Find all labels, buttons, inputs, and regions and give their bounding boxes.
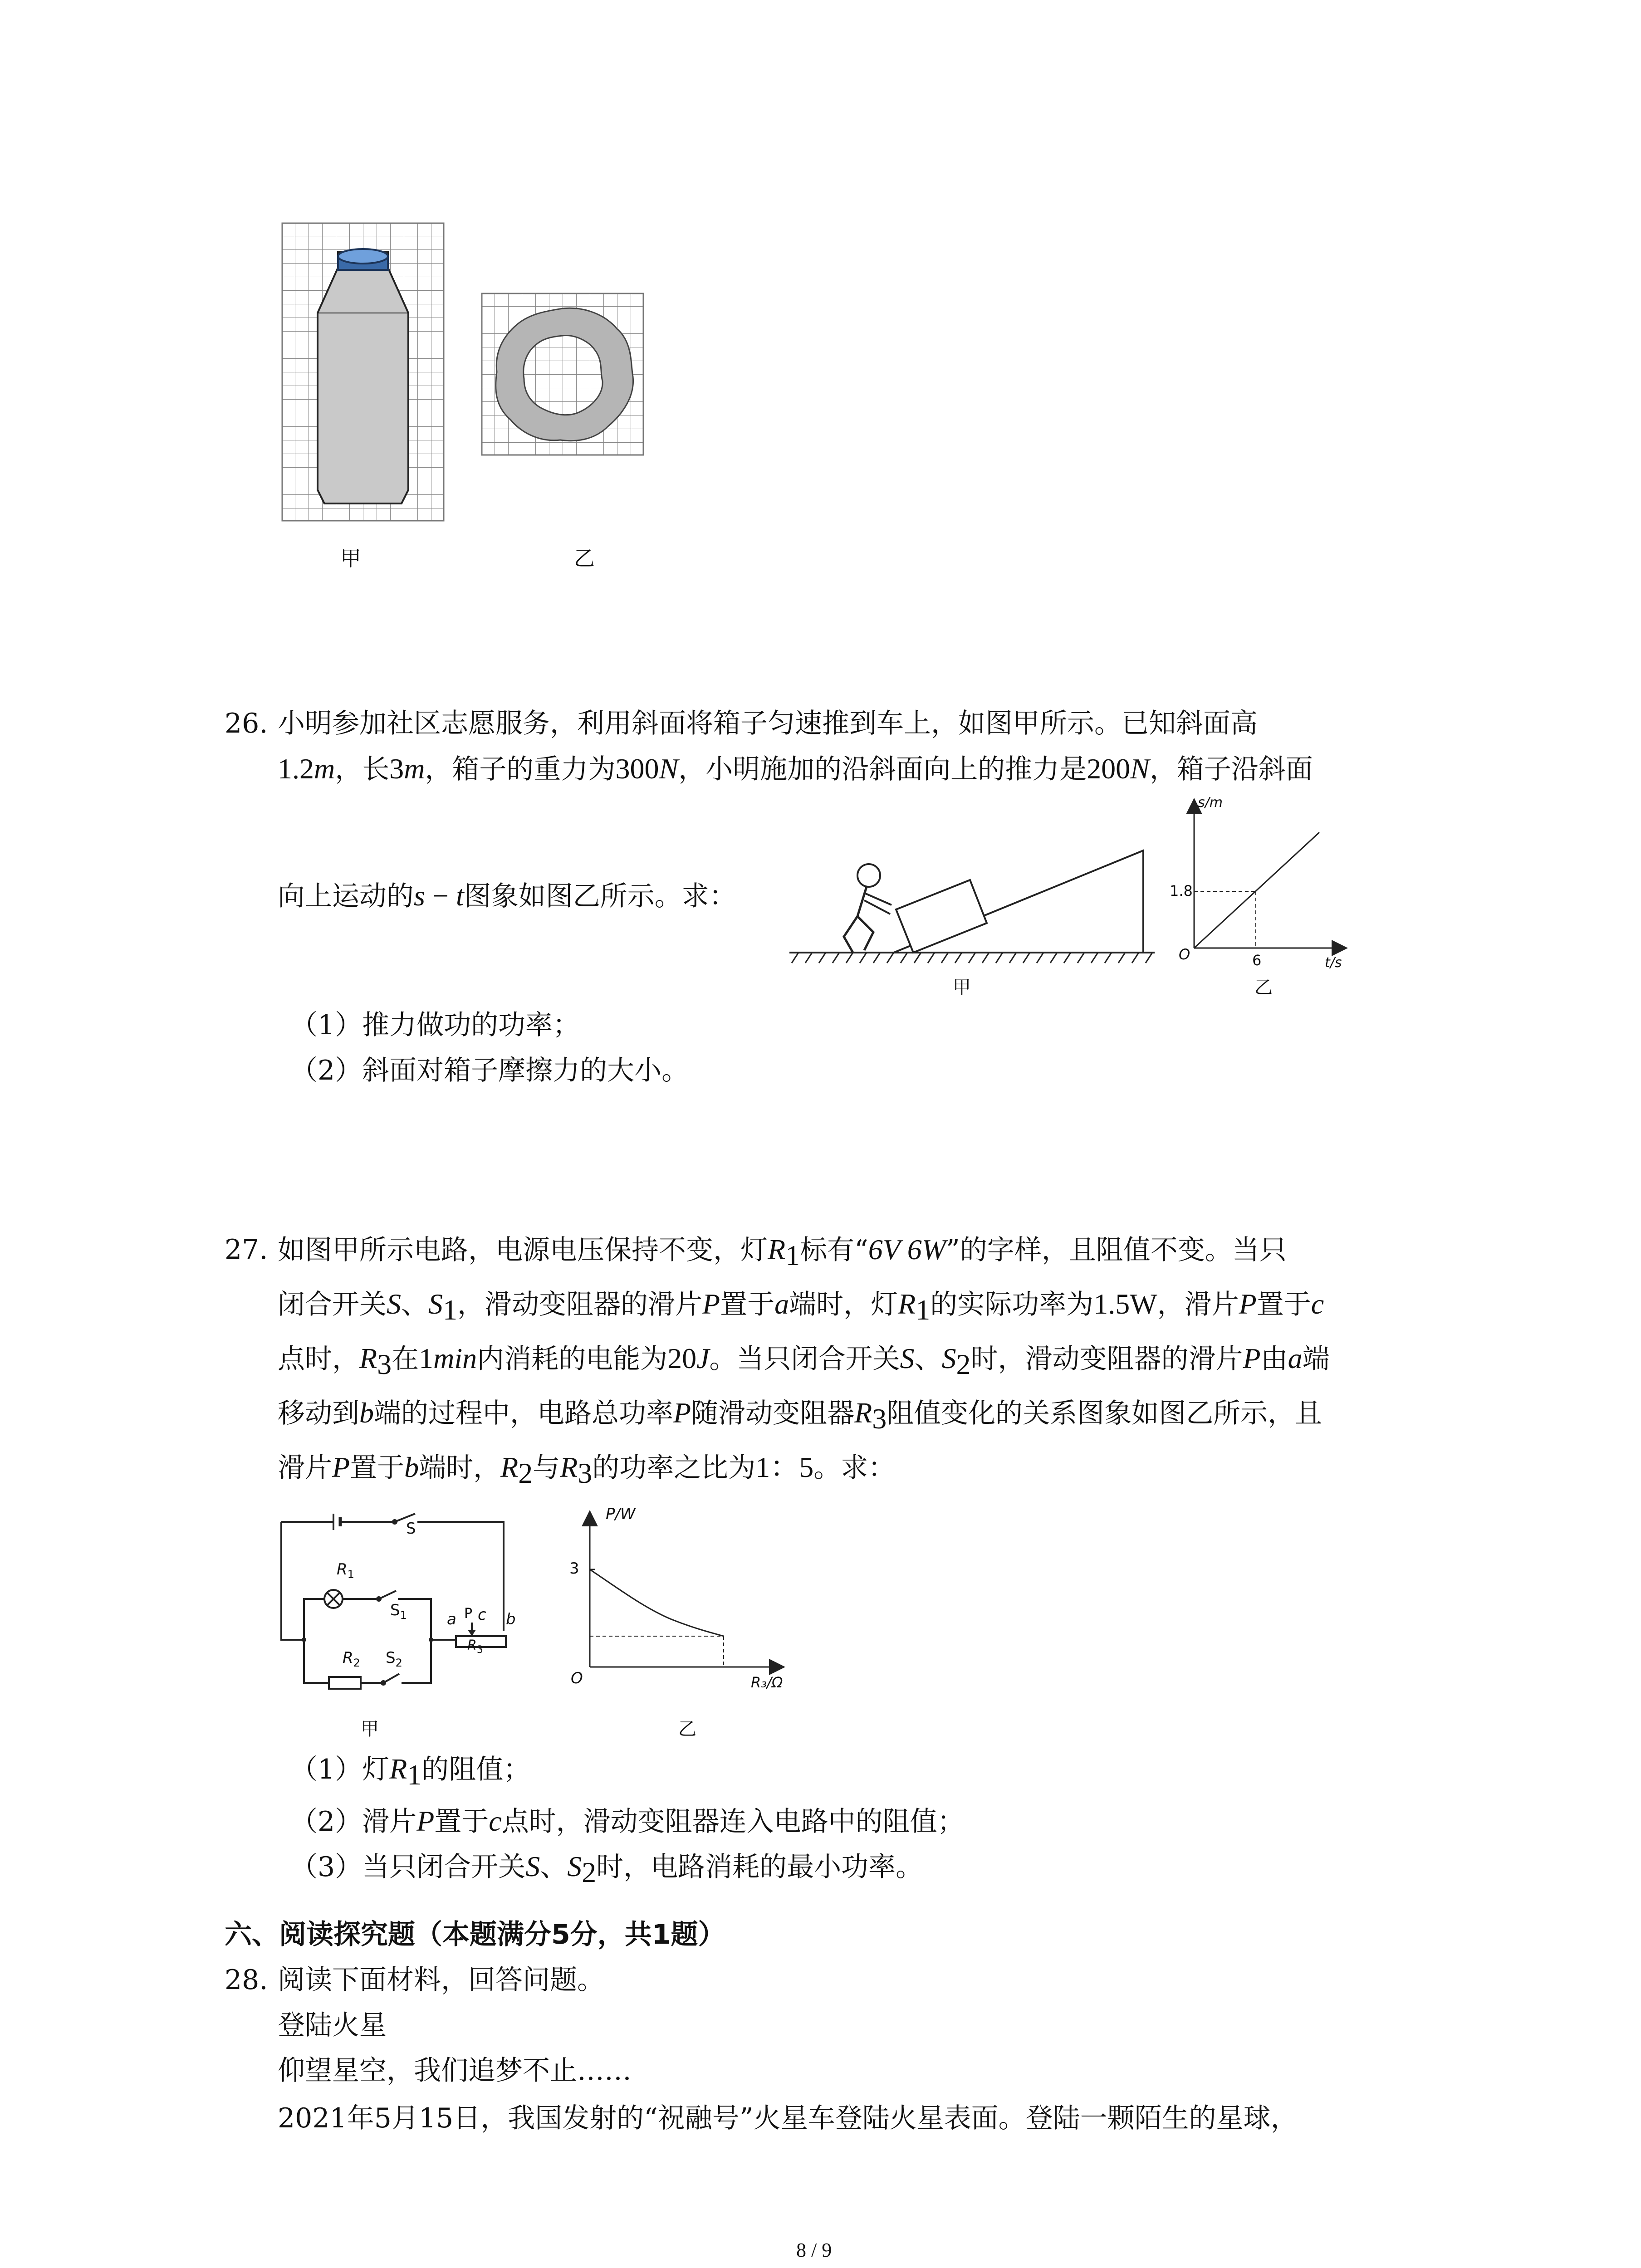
q27-line5: 滑片P置于b端时，$R_2$与$R_3$的功率之比为1：5。求： — [278, 1451, 896, 1489]
page-number: 8 / 9 — [796, 2239, 832, 2261]
circuit-label-a: a — [447, 1610, 456, 1628]
power-graph — [563, 1504, 798, 1694]
q28-line4: 2021年5月15日，我国发射的“祝融号”火星车登陆火星表面。登陆一颗陌生的星球， — [278, 2102, 1298, 2134]
q27-line4: 移动到b端的过程中，电路总功率P随滑动变阻器$R_3$阻值变化的关系图象如图乙所示，且 — [278, 1397, 1323, 1435]
q26-number: 26. — [225, 708, 268, 739]
q28-line2: 登陆火星 — [278, 2009, 387, 2041]
q27-figure-a-label: 甲 — [361, 1719, 379, 1740]
q26-line1: 小明参加社区志愿服务，利用斜面将箱子匀速推到车上，如图甲所示。已知斜面高 — [278, 708, 1258, 739]
q27-figure-b-label: 乙 — [678, 1719, 696, 1740]
q27-line2: 闭合开关S、$S_1$，滑动变阻器的滑片P置于a端时，灯$R_1$的实际功率为1.5W，滑片P置于c — [278, 1288, 1324, 1326]
st-graph-x-label: t/s — [1325, 955, 1342, 971]
q28-line1: 阅读下面材料，回答问题。 — [278, 1964, 604, 1996]
circuit-label-S: S — [406, 1520, 416, 1538]
q26-line3: 向上运动的s − t图象如图乙所示。求： — [278, 880, 736, 912]
bottle-grid-figure — [281, 222, 445, 522]
circuit-label-R1: $R_1$ — [337, 1560, 354, 1581]
st-graph-origin: O — [1179, 946, 1190, 963]
st-graph-y-tick: 1.8 — [1170, 882, 1193, 899]
section-heading: 六、阅读探究题（本题满分5分，共1题） — [225, 1919, 725, 1950]
ring-grid-figure — [481, 293, 644, 456]
st-graph — [1175, 792, 1357, 973]
power-graph-origin: O — [571, 1669, 583, 1687]
q26-figure-a-label: 甲 — [953, 977, 971, 998]
q26-sub1: （1）推力做功的功率； — [290, 1009, 580, 1041]
power-graph-y-label: P/W — [606, 1505, 636, 1523]
power-graph-x-label: R₃/Ω — [751, 1674, 783, 1691]
q27-number: 27. — [225, 1234, 268, 1266]
q28-number: 28. — [225, 1964, 268, 1996]
st-graph-line — [1194, 832, 1319, 948]
q26-sub2: （2）斜面对箱子摩擦力的大小。 — [290, 1055, 689, 1086]
q26-line2: 1.2m，长3m，箱子的重力为300N，小明施加的沿斜面向上的推力是200N，箱子沿斜面 — [278, 753, 1313, 785]
circuit-label-S1: $S_1$ — [390, 1601, 407, 1622]
q27-line1: 如图甲所示电路，电源电压保持不变，灯$R_1$标有“6V 6W”的字样，且阻值不变。当只 — [278, 1233, 1287, 1271]
q27-sub2: （2）滑片P置于c点时，滑动变阻器连入电路中的阻值； — [290, 1805, 965, 1838]
q26-figure-b-label: 乙 — [1254, 977, 1273, 998]
q27-sub1: （1）灯$R_1$的阻值； — [290, 1753, 531, 1791]
circuit-label-R3: $R_3$ — [467, 1637, 483, 1656]
power-graph-y-tick: 3 — [569, 1559, 579, 1578]
st-graph-x-tick: 6 — [1252, 952, 1262, 969]
figure-top-label-a: 甲 — [340, 546, 361, 571]
circuit-label-S2: $S_2$ — [386, 1649, 402, 1669]
circuit-label-b: b — [506, 1610, 516, 1628]
circuit-label-c: c — [478, 1606, 486, 1624]
circuit-label-R2: $R_2$ — [343, 1649, 360, 1669]
incline-figure — [785, 841, 1157, 968]
q27-sub3: （3）当只闭合开关S、$S_2$时，电路消耗的最小功率。 — [290, 1850, 923, 1888]
circuit-label-P: P — [464, 1606, 473, 1622]
q27-line3: 点时，$R_3$在1min内消耗的电能为20J。当只闭合开关S、$S_2$时，滑动变阻器的滑片P由a端 — [278, 1342, 1330, 1380]
q28-line3: 仰望星空，我们追梦不止…… — [278, 2055, 632, 2087]
power-graph-curve — [590, 1569, 724, 1636]
figure-top-label-b: 乙 — [574, 546, 595, 571]
st-graph-y-label: s/m — [1198, 795, 1223, 811]
